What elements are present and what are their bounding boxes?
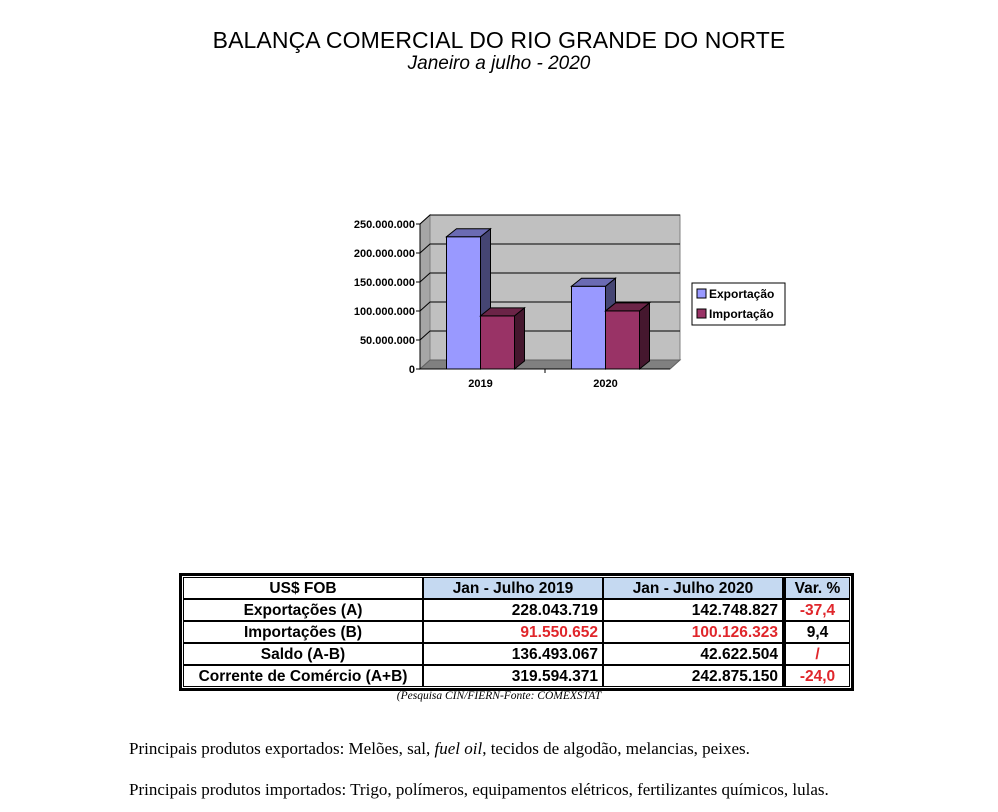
header-var: Var. % [783, 577, 850, 599]
bar-importacao-2019 [481, 308, 525, 369]
table-row [183, 665, 850, 687]
legend-swatch [697, 309, 706, 318]
y-tick-label: 100.000.000 [353, 306, 415, 318]
chart-side-wall [420, 215, 430, 369]
x-tick-label: 2020 [593, 378, 618, 390]
cell-2019: 136.493.067 [423, 643, 603, 665]
row-label: Corrente de Comércio (A+B) [183, 665, 423, 687]
row-label: Exportações (A) [183, 599, 423, 621]
header-2020: Jan - Julho 2020 [603, 577, 783, 599]
legend-label: Exportação [709, 287, 775, 301]
exported-suffix: , tecidos de algodão, melancias, peixes. [482, 739, 750, 758]
table-row [183, 599, 850, 621]
y-tick-label: 50.000.000 [359, 335, 415, 347]
cell-2020: 100.126.323 [603, 621, 783, 643]
bar-front [481, 316, 515, 369]
source-note: (Pesquisa CIN/FIERN-Fonte: COMEXSTAT [396, 690, 602, 702]
header-usd-fob: US$ FOB [183, 577, 423, 599]
table-row [183, 643, 850, 665]
row-label: Importações (B) [183, 621, 423, 643]
y-tick-label: 250.000.000 [353, 219, 415, 231]
cell-2020: 142.748.827 [603, 599, 783, 621]
exported-prefix: Principais produtos exportados: Melões, sal, [129, 739, 435, 758]
table-header-row [183, 577, 850, 599]
cell-var: -24,0 [783, 665, 850, 687]
imported-products-text: Principais produtos importados: Trigo, polímeros, equipamentos elétricos, fertilizantes químicos, lulas. [129, 780, 829, 799]
page-title: BALANÇA COMERCIAL DO RIO GRANDE DO NORTE [212, 27, 786, 53]
exported-products-text [129, 739, 750, 759]
bar-front [447, 237, 481, 369]
cell-2020: 42.622.504 [603, 643, 783, 665]
bar-side [640, 303, 650, 369]
bar-side [515, 308, 525, 369]
legend-swatch [697, 289, 706, 298]
x-tick-label: 2019 [468, 378, 493, 390]
bar-importacao-2020 [606, 303, 650, 369]
row-label: Saldo (A-B) [183, 643, 423, 665]
cell-2019: 91.550.652 [423, 621, 603, 643]
cell-2019: 228.043.719 [423, 599, 603, 621]
cell-2020: 242.875.150 [603, 665, 783, 687]
cell-var: 9,4 [783, 621, 850, 643]
y-tick-label: 200.000.000 [353, 248, 415, 260]
chart-legend [692, 283, 785, 325]
y-tick-label: 0 [408, 364, 415, 376]
bar-front [606, 311, 640, 369]
page-subtitle: Janeiro a julho - 2020 [407, 53, 591, 74]
cell-2019: 319.594.371 [423, 665, 603, 687]
header-2019: Jan - Julho 2019 [423, 577, 603, 599]
exported-italic: fuel oil [434, 739, 483, 758]
y-tick-label: 150.000.000 [353, 277, 415, 289]
trade-table [179, 573, 854, 691]
legend-label: Importação [709, 307, 774, 321]
bar-front [572, 286, 606, 369]
table-row [183, 621, 850, 643]
cell-var: / [783, 643, 850, 665]
cell-var: -37,4 [783, 599, 850, 621]
